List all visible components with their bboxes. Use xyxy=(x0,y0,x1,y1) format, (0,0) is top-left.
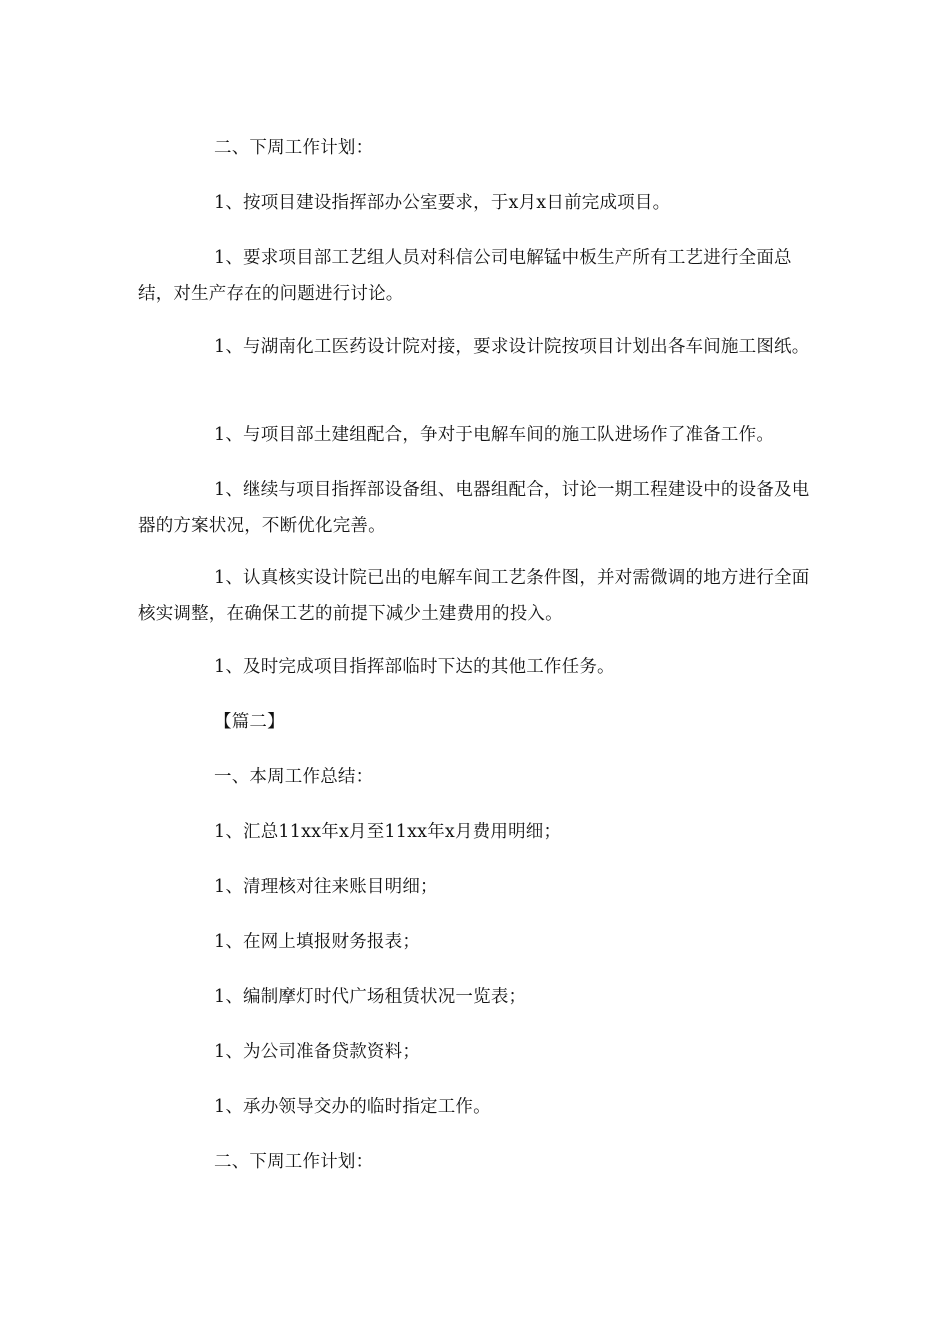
list-item: 1、承办领导交办的临时指定工作。 xyxy=(214,1097,491,1117)
list-item: 1、汇总11xx年x月至11xx年x月费用明细； xyxy=(214,822,562,842)
list-item: 1、要求项目部工艺组人员对科信公司电解锰中板生产所有工艺进行全面总结，对生产存在的问题进行讨论。 xyxy=(138,248,792,304)
section-heading-this-week-summary: 一、本周工作总结： xyxy=(214,767,374,787)
section-title-part-two: 【篇二】 xyxy=(214,712,285,732)
section-heading-next-week-plan: 二、下周工作计划： xyxy=(214,138,374,158)
list-item: 1、继续与项目指挥部设备组、电器组配合，讨论一期工程建设中的设备及电器的方案状况，不断优化完善。 xyxy=(138,480,810,536)
list-item: 1、清理核对往来账目明细； xyxy=(214,877,438,897)
list-item: 1、为公司准备贷款资料； xyxy=(214,1042,421,1062)
list-item: 1、按项目建设指挥部办公室要求，于x月x日前完成项目。 xyxy=(214,193,671,213)
list-item: 1、与湖南化工医药设计院对接，要求设计院按项目计划出各车间施工图纸。 xyxy=(214,337,810,357)
list-item: 1、编制摩灯时代广场租赁状况一览表； xyxy=(214,987,527,1007)
list-item: 1、及时完成项目指挥部临时下达的其他工作任务。 xyxy=(214,657,615,677)
list-item: 1、认真核实设计院已出的电解车间工艺条件图，并对需微调的地方进行全面核实调整，在确保工艺的前提下减少土建费用的投入。 xyxy=(138,568,810,624)
section-heading-next-week-plan: 二、下周工作计划： xyxy=(214,1152,374,1172)
list-item: 1、与项目部土建组配合，争对于电解车间的施工队进场作了准备工作。 xyxy=(214,425,775,445)
list-item: 1、在网上填报财务报表； xyxy=(214,932,421,952)
